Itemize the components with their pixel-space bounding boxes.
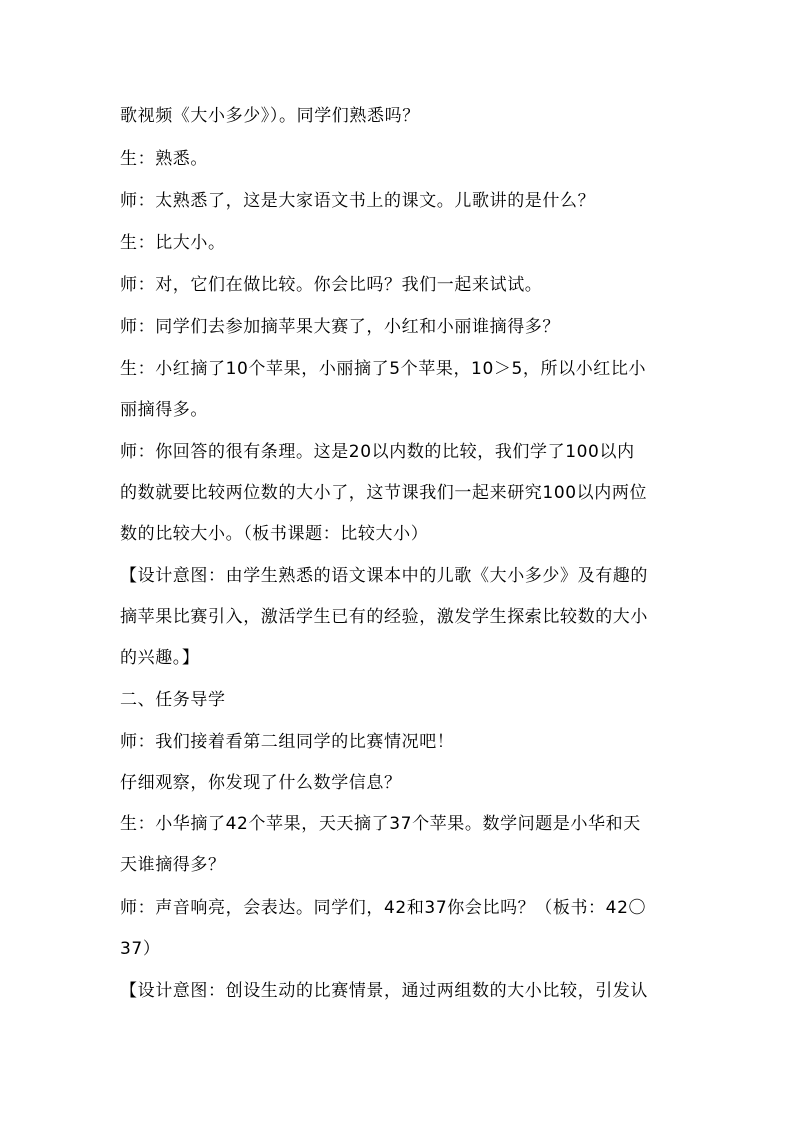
- text-line: 【设计意图：由学生熟悉的语文课本中的儿歌《大小多少》及有趣的: [120, 566, 648, 586]
- text-line: 丽摘得多。: [120, 400, 208, 420]
- text-line: 生：小红摘了10个苹果，小丽摘了5个苹果，10＞5，所以小红比小: [120, 359, 647, 379]
- text-line: 37）: [120, 939, 161, 959]
- text-line: 师：声音响亮，会表达。同学们，42和37你会比吗？（板书：42〇: [120, 898, 647, 918]
- text-line: 仔细观察，你发现了什么数学信息？: [120, 773, 402, 793]
- text-line: 歌视频《大小多少》）。同学们熟悉吗？: [120, 106, 420, 126]
- text-line: 生：熟悉。: [120, 149, 208, 169]
- text-line: 生：小华摘了42个苹果，天天摘了37个苹果。数学问题是小华和天: [120, 814, 641, 834]
- text-line: 师：你回答的很有条理。这是20以内数的比较，我们学了100以内: [120, 442, 635, 462]
- text-line: 师：同学们去参加摘苹果大赛了，小红和小丽谁摘得多？: [120, 317, 560, 337]
- text-line: 【设计意图：创设生动的比赛情景，通过两组数的大小比较，引发认: [120, 981, 648, 1001]
- text-line: 的兴趣。】: [120, 648, 200, 668]
- text-line: 师：对，它们在做比较。你会比吗？我们一起来试试。: [120, 275, 543, 295]
- text-line: 数的比较大小。（板书课题：比较大小）: [120, 524, 429, 544]
- text-line: 师：我们接着看第二组同学的比赛情况吧！: [120, 732, 455, 752]
- text-line: 摘苹果比赛引入，激活学生已有的经验，激发学生探索比较数的大小: [120, 607, 648, 627]
- section-heading: 二、任务导学: [120, 690, 226, 710]
- text-line: 生：比大小。: [120, 233, 226, 253]
- text-line: 师：太熟悉了，这是大家语文书上的课文。儿歌讲的是什么？: [120, 191, 596, 211]
- text-line: 的数就要比较两位数的大小了，这节课我们一起来研究100以内两位: [120, 483, 648, 503]
- text-line: 天谁摘得多？: [120, 855, 226, 875]
